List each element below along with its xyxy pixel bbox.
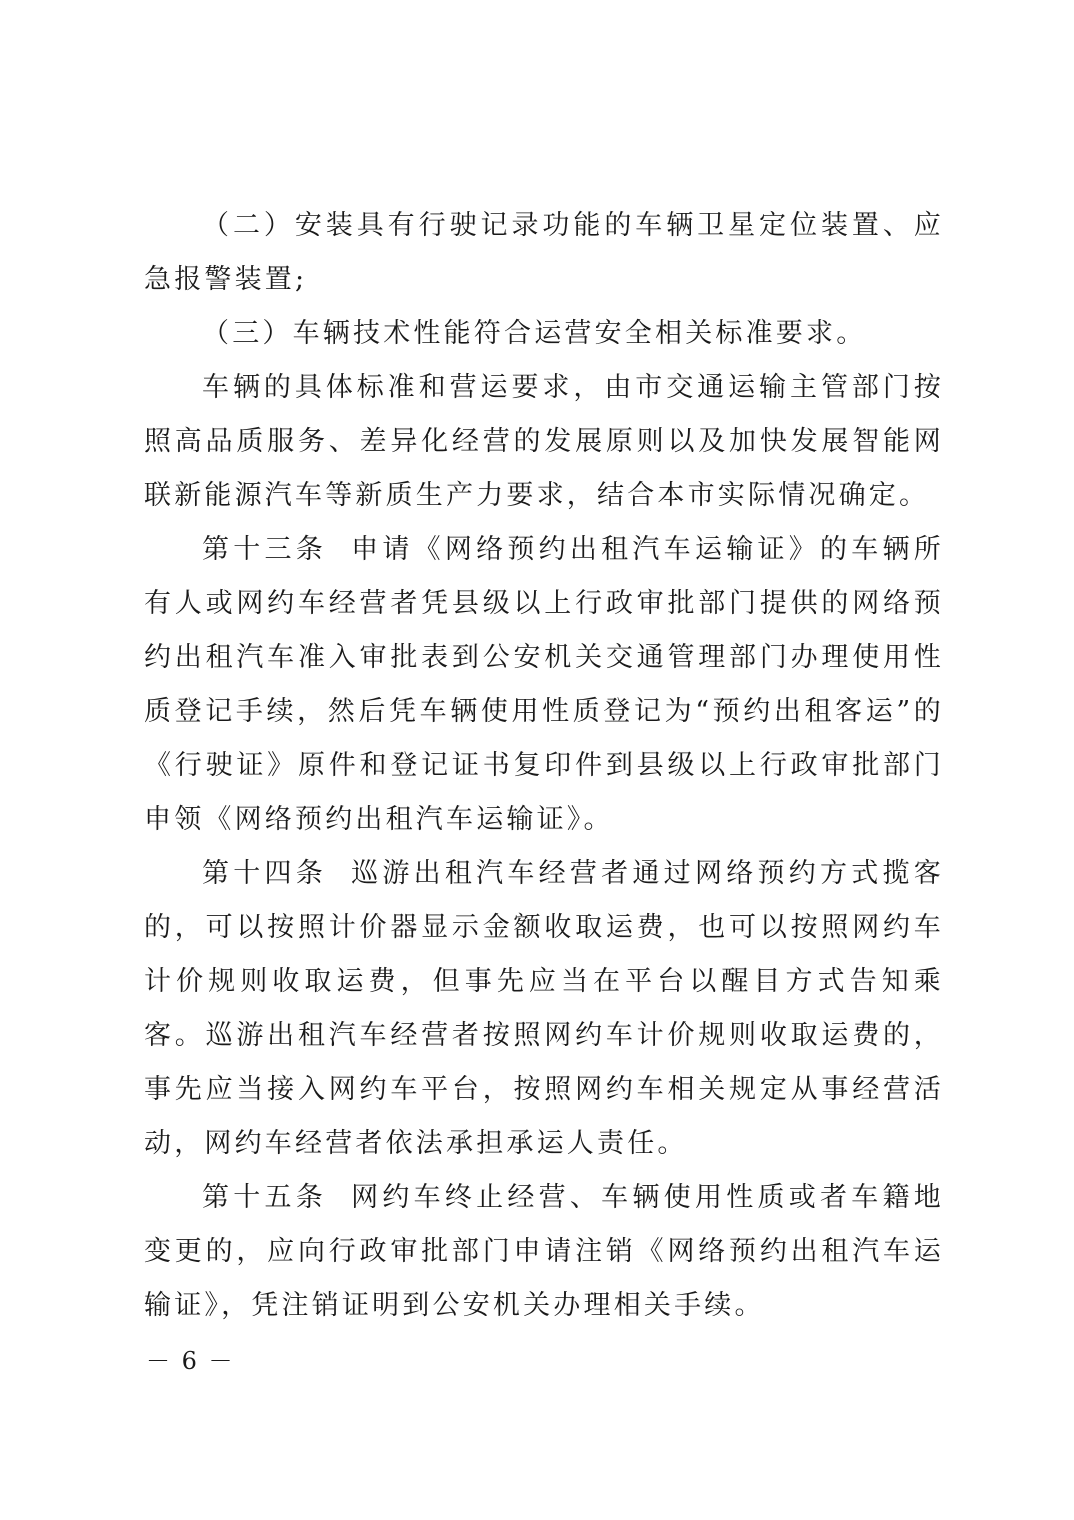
paragraph-article-14 xyxy=(144,847,944,1171)
paragraph-text: 车辆的具体标准和营运要求，由市交通运输主管部门按照高品质服务、差异化经营的发展原则以及加快发展智能网联新能源汽车等新质生产力要求，结合本市实际情况确定。 xyxy=(144,372,944,511)
article-number: 第十三条 xyxy=(202,534,328,565)
document-body xyxy=(144,199,944,1333)
paragraph-text: （二）安装具有行驶记录功能的车辆卫星定位装置、应急报警装置; xyxy=(144,210,944,295)
paragraph-text: （三）车辆技术性能符合运营安全相关标准要求。 xyxy=(202,318,867,349)
paragraph-text: 网约车终止经营、车辆使用性质或者车籍地变更的，应向行政审批部门申请注销《网络预约出租汽车运输证》，凭注销证明到公安机关办理相关手续。 xyxy=(144,1182,944,1321)
paragraph-text: 申请《网络预约出租汽车运输证》的车辆所有人或网约车经营者凭县级以上行政审批部门提供的网络预约出租汽车准入审批表到公安机关交通管理部门办理使用性质登记手续，然后凭车辆使用性质登记为“预约出租客运”的《行驶证》原件和登记证书复印件到县级以上行政审批部门申领《网络预约出租汽车运输证》。 xyxy=(144,534,944,835)
paragraph-text: 巡游出租汽车经营者通过网络预约方式揽客的，可以按照计价器显示金额收取运费，也可以按照网约车计价规则收取运费，但事先应当在平台以醒目方式告知乘客。巡游出租汽车经营者按照网约车计价规则收取运费的，事先应当接入网约车平台，按照网约车相关规定从事经营活动，网约车经营者依法承担承运人责任。 xyxy=(144,858,944,1159)
article-number: 第十五条 xyxy=(202,1182,328,1213)
paragraph-item-2 xyxy=(144,199,944,307)
paragraph-article-15 xyxy=(144,1171,944,1333)
paragraph-article-13 xyxy=(144,523,944,847)
paragraph-item-3 xyxy=(144,307,944,361)
page-number: － 6 － xyxy=(146,1347,235,1375)
paragraph-vehicle-standards xyxy=(144,361,944,523)
article-number: 第十四条 xyxy=(202,858,328,889)
